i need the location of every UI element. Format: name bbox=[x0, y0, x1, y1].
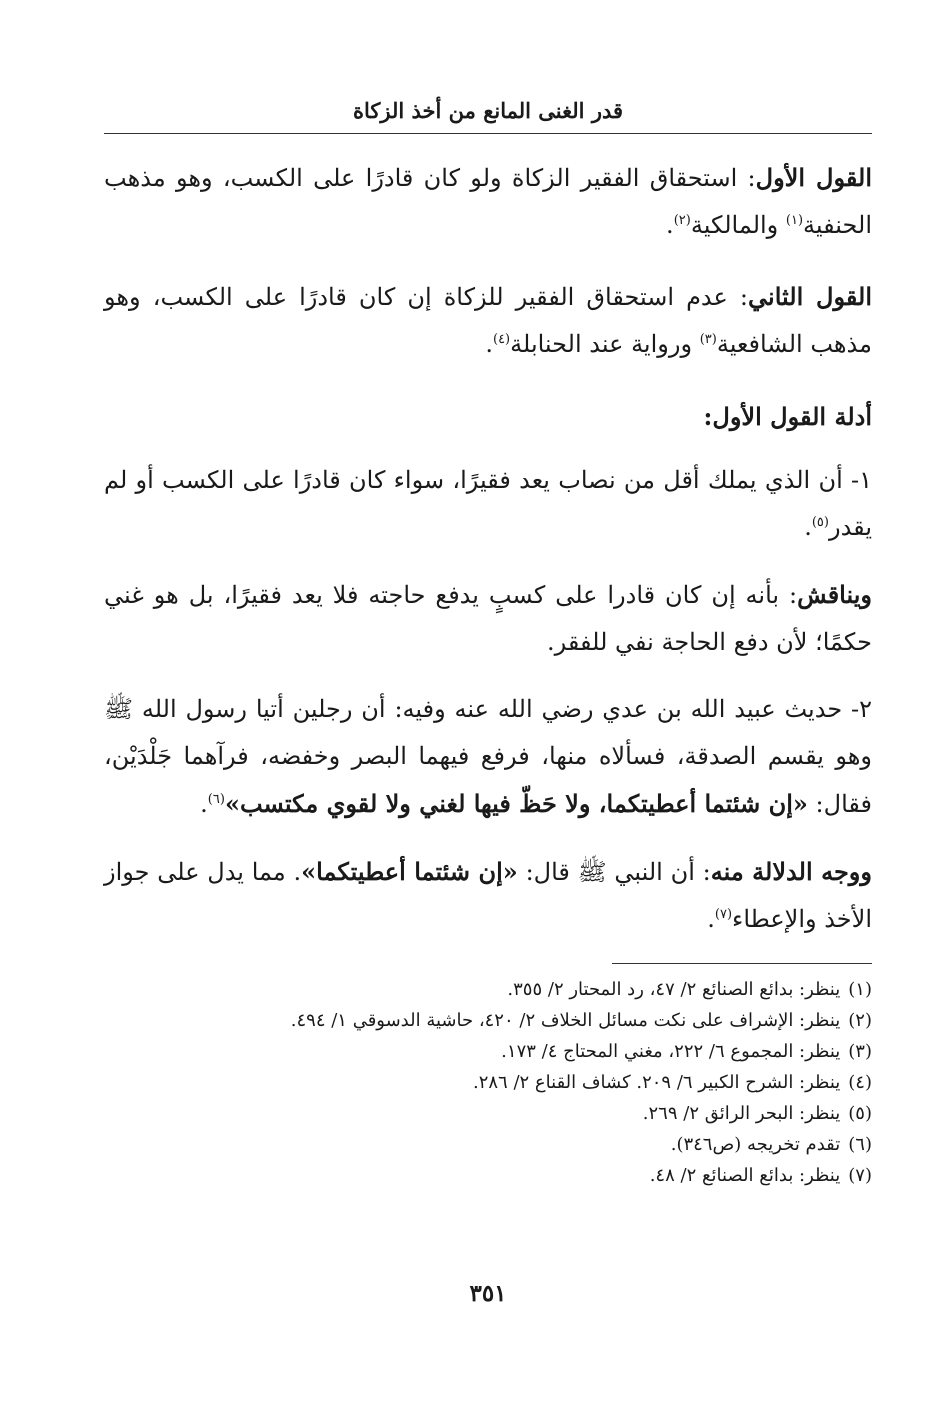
paragraph-text: ٢- حديث عبيد الله بن عدي رضي الله عنه وفيه: أن رجلين أتيا رسول الله ﷺ وهو يقسم الصدقة، فسألاه منها، فرفع فيهما البصر وخفضه، فرآهما جَلْدَيْن، فقال: bbox=[104, 695, 873, 818]
paragraph-inference bbox=[104, 848, 872, 943]
paragraph-first-opinion bbox=[104, 154, 872, 249]
hadith-quote: «إن شئتما أعطيتكما» bbox=[301, 857, 518, 886]
footnote-ref[interactable]: (٥) bbox=[811, 515, 829, 530]
footnote-text: ينظر: الإشراف على نكت مسائل الخلاف ٢/ ٤٢٠، حاشية الدسوقي ١/ ٤٩٤. bbox=[290, 1010, 841, 1031]
sentence-end: . bbox=[666, 211, 674, 239]
footnote-item bbox=[104, 1067, 872, 1098]
lead-term: القول الأول bbox=[755, 163, 872, 192]
paragraph-text: : استحقاق الفقير الزكاة ولو كان قادرًا على الكسب، وهو مذهب الحنفية bbox=[104, 164, 872, 239]
paragraph-text: : بأنه إن كان قادرا على كسبٍ يدفع حاجته فلا يعد فقيرًا، بل هو غني حكمًا؛ لأن دفع الحاجة نفي للفقر. bbox=[104, 581, 872, 656]
footnotes-list bbox=[104, 974, 872, 1191]
footnote-text: تقدم تخريجه (ص٣٤٦). bbox=[670, 1134, 841, 1155]
footnote-number: (٣) bbox=[848, 1041, 872, 1062]
footnote-number: (٢) bbox=[848, 1010, 872, 1031]
footnote-item bbox=[104, 1129, 872, 1160]
paragraph-evidence-1 bbox=[104, 457, 872, 551]
footnote-ref[interactable]: (٢) bbox=[673, 213, 691, 228]
footnote-item bbox=[104, 1005, 872, 1036]
paragraph-text: : أن النبي ﷺ قال: bbox=[517, 858, 711, 886]
paragraph-text: ورواية عند الحنابلة bbox=[510, 330, 700, 358]
paragraph-text: . مما يدل على جواز الأخذ والإعطاء bbox=[104, 858, 872, 933]
sentence-end: . bbox=[200, 790, 208, 818]
footnote-item bbox=[104, 1160, 872, 1191]
lead-term: ووجه الدلالة منه bbox=[710, 857, 872, 886]
footnote-item bbox=[104, 974, 872, 1005]
footnote-ref[interactable]: (٣) bbox=[699, 332, 717, 347]
footnote-text: ينظر: بدائع الصنائع ٢/ ٤٨. bbox=[649, 1165, 841, 1186]
lead-term: ويناقش bbox=[797, 580, 872, 609]
footnote-text: ينظر: بدائع الصنائع ٢/ ٤٧، رد المحتار ٢/ ٣٥٥. bbox=[507, 979, 841, 1000]
footnote-ref[interactable]: (٦) bbox=[207, 792, 225, 807]
page-number: ٣٥١ bbox=[469, 1280, 507, 1307]
footnote-number: (١) bbox=[848, 979, 872, 1000]
paragraph-text: : عدم استحقاق الفقير للزكاة إن كان قادرًا على الكسب، وهو مذهب الشافعية bbox=[104, 283, 872, 358]
sentence-end: . bbox=[485, 330, 493, 358]
running-head: قدر الغنى المانع من أخذ الزكاة bbox=[104, 96, 872, 134]
paragraph-text: ١- أن الذي يملك أقل من نصاب يعد فقيرًا، سواء كان قادرًا على الكسب أو لم يقدر bbox=[104, 466, 872, 541]
paragraph-rebuttal bbox=[104, 571, 872, 666]
footnote-text: ينظر: البحر الرائق ٢/ ٢٦٩. bbox=[642, 1103, 841, 1124]
footnote-text: ينظر: المجموع ٦/ ٢٢٢، مغني المحتاج ٤/ ١٧٣. bbox=[501, 1041, 841, 1062]
footnote-divider bbox=[612, 963, 872, 964]
footnote-ref[interactable]: (٧) bbox=[714, 907, 733, 922]
footnote-number: (٦) bbox=[848, 1134, 872, 1155]
footnote-ref[interactable]: (٤) bbox=[492, 332, 511, 347]
hadith-quote: «إن شئتما أعطيتكما، ولا حَظّ فيها لغني ولا لقوي مكتسب» bbox=[224, 789, 808, 818]
sentence-end: . bbox=[707, 905, 715, 933]
sentence-end: . bbox=[804, 513, 812, 541]
footnote-number: (٤) bbox=[848, 1072, 872, 1093]
footnote-item bbox=[104, 1036, 872, 1067]
footnote-item bbox=[104, 1098, 872, 1129]
footnote-number: (٥) bbox=[848, 1103, 872, 1124]
footnote-ref[interactable]: (١) bbox=[785, 213, 804, 228]
paragraph-text: والمالكية bbox=[690, 211, 786, 239]
section-heading: أدلة القول الأول: bbox=[703, 402, 872, 431]
book-page bbox=[104, 96, 872, 1386]
footnote-text: ينظر: الشرح الكبير ٦/ ٢٠٩. كشاف القناع ٢/ ٢٨٦. bbox=[472, 1072, 841, 1093]
footnote-number: (٧) bbox=[848, 1165, 872, 1186]
paragraph-second-opinion bbox=[104, 273, 872, 368]
lead-term: القول الثاني bbox=[748, 282, 872, 311]
paragraph-evidence-2 bbox=[104, 686, 872, 828]
